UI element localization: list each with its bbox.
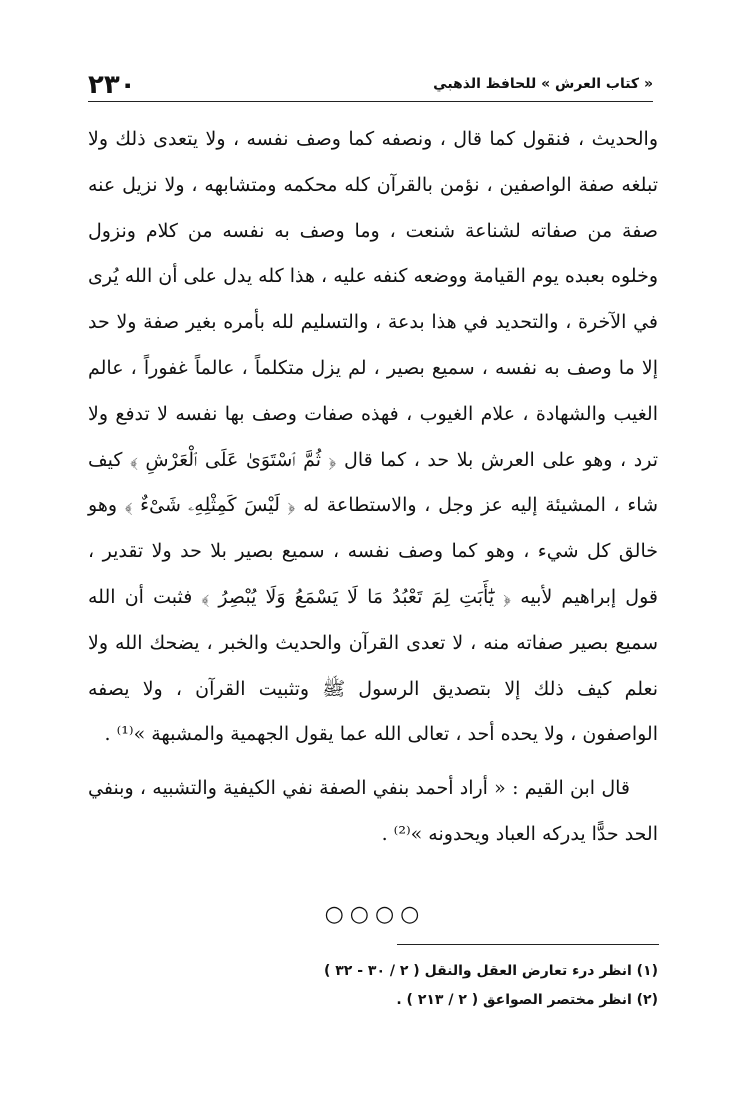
footnotes: [88, 957, 658, 1015]
footnote-rule: [397, 944, 659, 945]
page-header: [88, 68, 653, 102]
paragraph-1: والحديث ، فنقول كما قال ، ونصفه كما وصف نفسه ، ولا يتعدى ذلك ولا تبلغه صفة الواصفين ، نؤمن بالقرآن كله محكمه ومتشابهه ، ولا نزيل عنه صفة من صفاته لشناعة شنعت ، وما وصف به نفسه من كلام ونزول وخلوه بعبده يوم القيامة ووضعه كنفه عليه ، هذا كله يدل على أن الله يُرى في الآخرة ، والتحديد في هذا بدعة ، والتسليم لله بأمره بغير صفة ولا حد إلا ما وصف به نفسه ، سميع بصير ، لم يزل متكلماً ، عالماً غفوراً ، عالم الغيب والشهادة ، علام الغيوب ، فهذه صفات وصف بها نفسه لا تدفع ولا ترد ، وهو على العرش بلا حد ، كما قال ﴿ ثُمَّ ٱسْتَوَىٰ عَلَى ٱلْعَرْشِ ﴾ كيف شاء ، المشيئة إليه عز وجل ، والاستطاعة له ﴿ لَيْسَ كَمِثْلِهِۦ شَىْءٌ ﴾ وهو خالق كل شيء ، وهو كما وصف نفسه ، سميع بصير بلا حد ولا تقدير ، قول إبراهيم لأبيه ﴿ يَٰٓأَبَتِ لِمَ تَعْبُدُ مَا لَا يَسْمَعُ وَلَا يُبْصِرُ ﴾ فثبت أن الله سميع بصير صفاته منه ، لا تعدى القرآن والحديث والخبر ، يضحك الله ولا نعلم كيف ذلك إلا بتصديق الرسول ﷺ وتثبيت القرآن ، ولا يصفه الواصفون ، ولا يحده أحد ، تعالى الله عما يقول الجهمية والمشبهة »⁽¹⁾ .: [88, 128, 658, 746]
page-number: ٢٣٠: [88, 70, 136, 100]
header-rule: [88, 101, 653, 102]
running-title: « كتاب العرش » للحافظ الذهبي: [433, 76, 653, 92]
main-text: [88, 117, 658, 858]
section-ornament: ○○○○: [324, 902, 426, 927]
footnote-2: (٢) انظر مختصر الصواعق ( ٢ / ٢١٣ ) .: [396, 992, 658, 1008]
footnote-1: (١) انظر درء تعارض العقل والنقل ( ٢ / ٣٠ - ٣٢ ): [323, 963, 658, 979]
paragraph-2: قال ابن القيم : « أراد أحمد بنفي الصفة نفي الكيفية والتشبيه ، وبنفي الحد حدًّا يدركه العباد ويحدونه »⁽²⁾ .: [88, 777, 658, 845]
